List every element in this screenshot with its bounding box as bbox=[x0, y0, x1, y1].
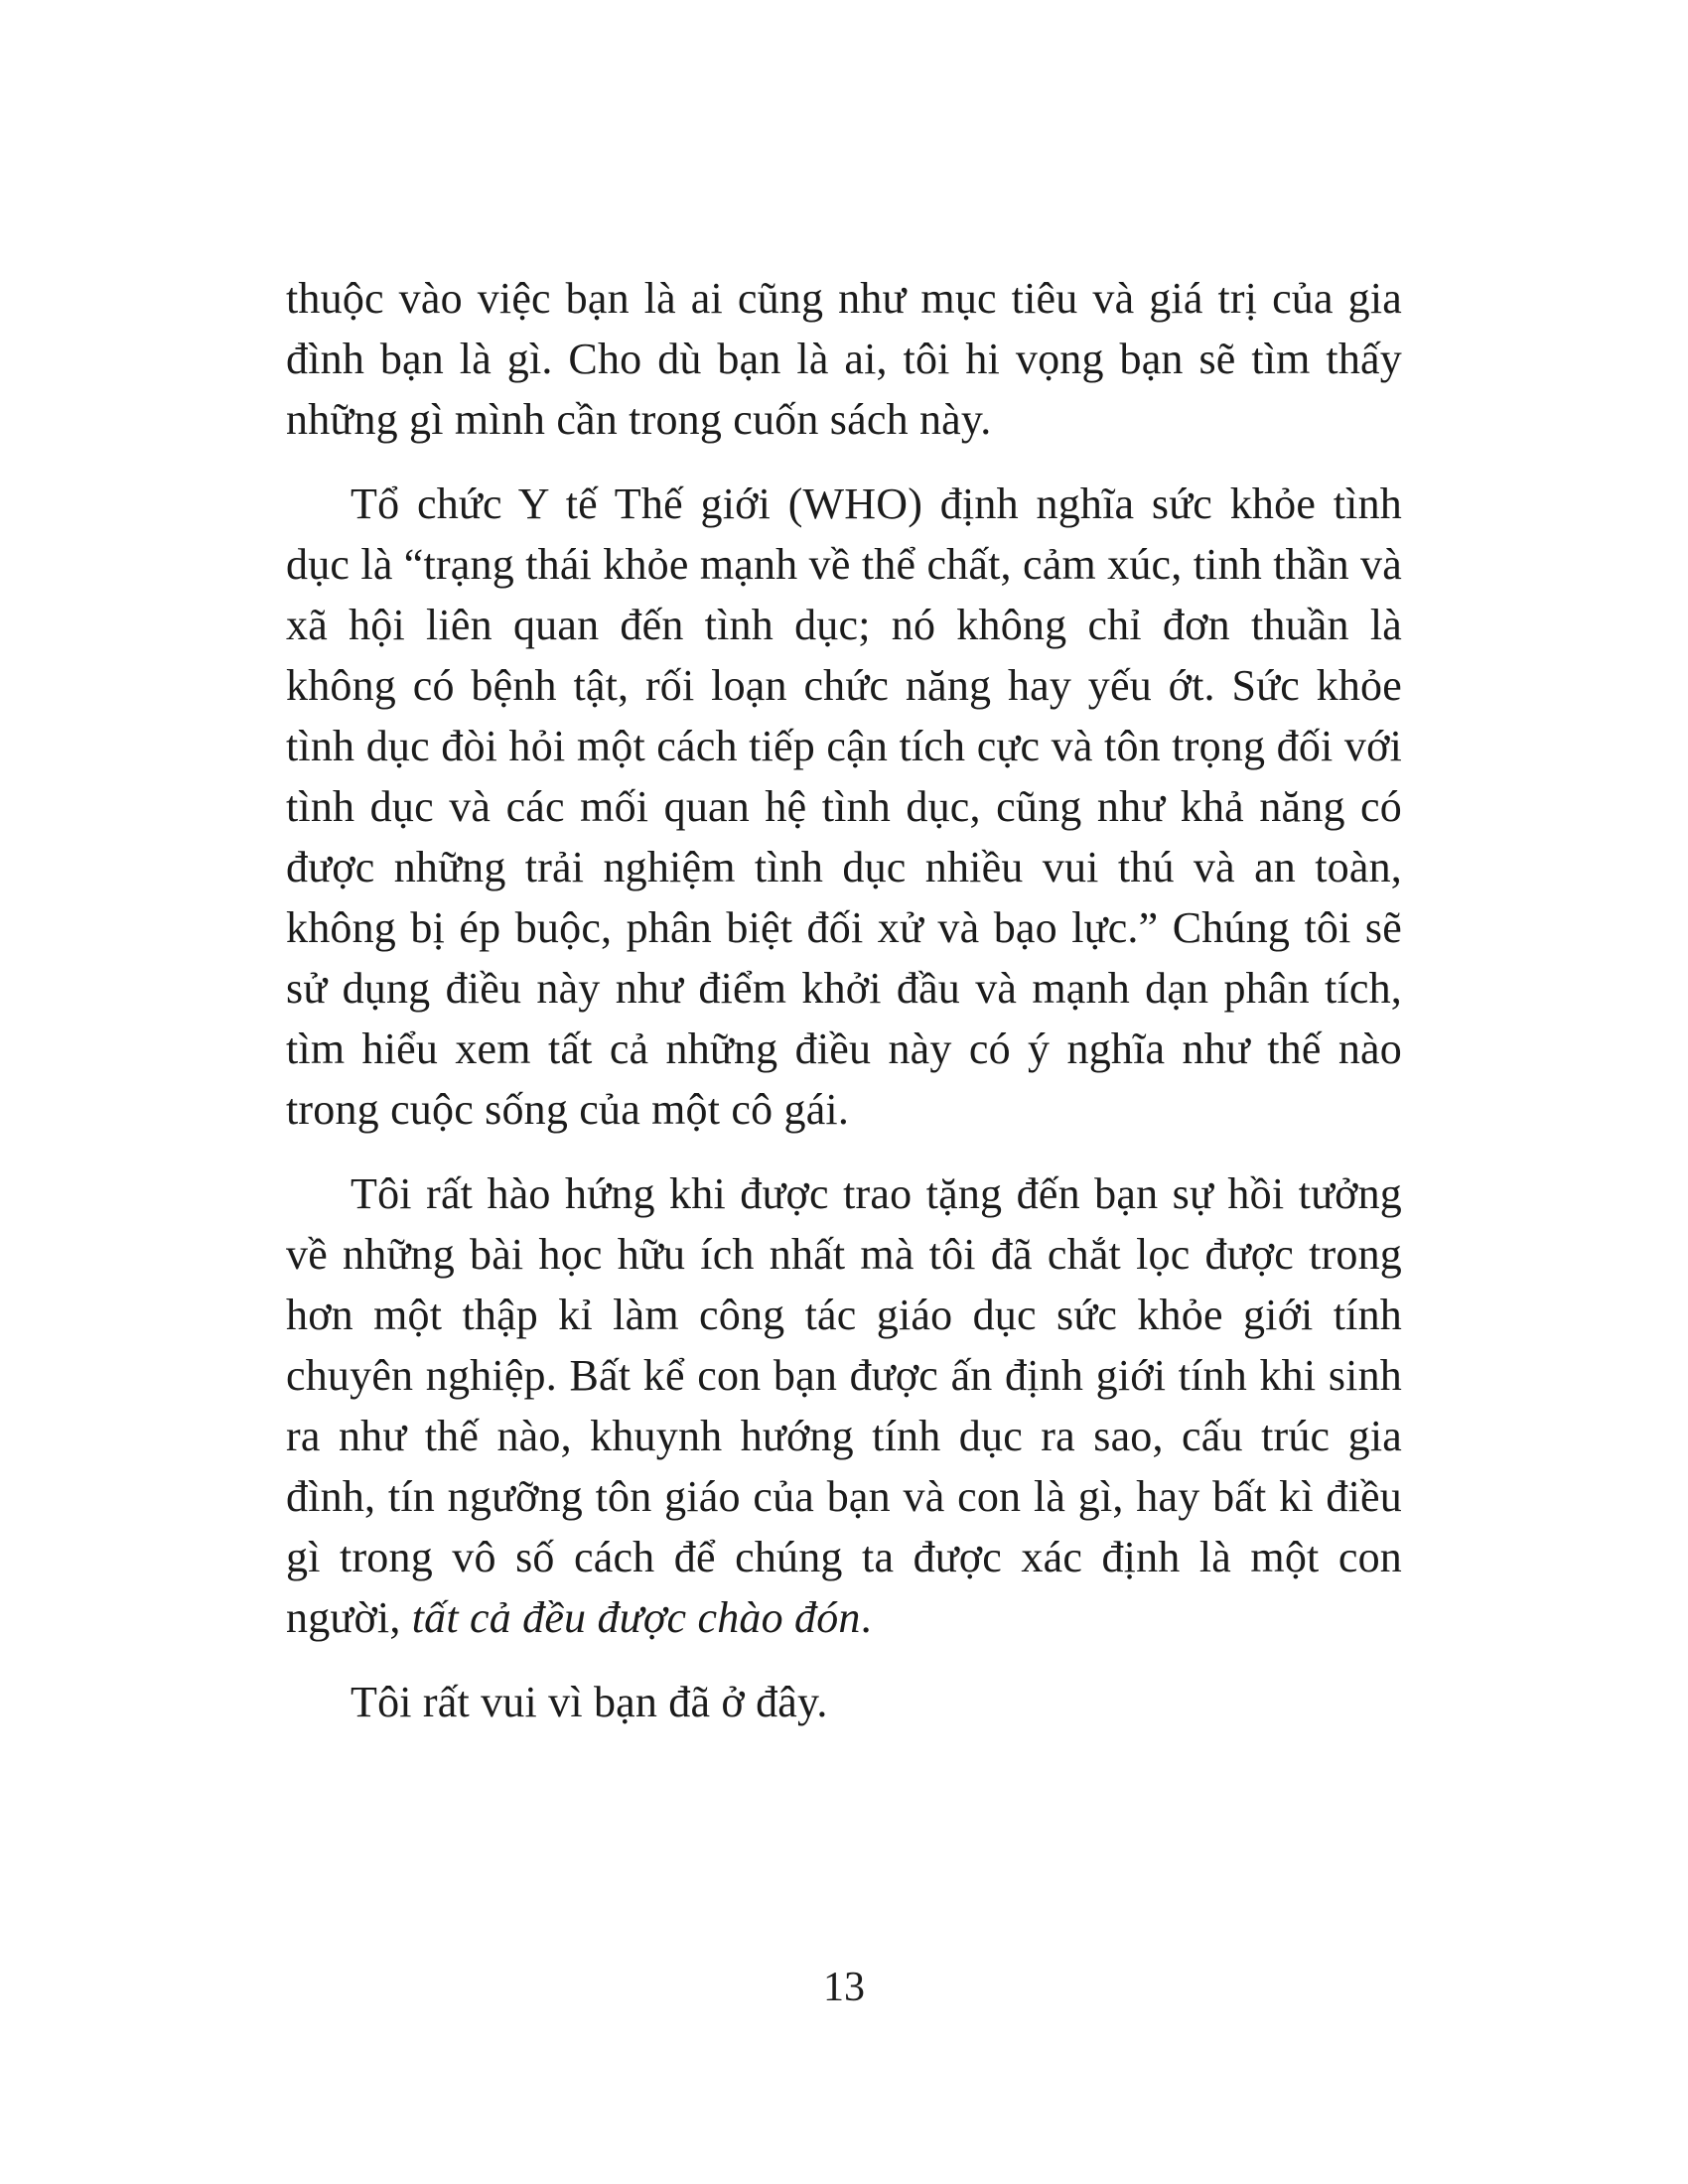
paragraph-continuation: thuộc vào việc bạn là ai cũng như mục tiêu và giá trị của gia đình bạn là gì. Cho dù bạn là ai, tôi hi vọng bạn sẽ tìm thấy những gì mình cần trong cuốn sách này. bbox=[286, 274, 1402, 444]
page-text-block bbox=[286, 268, 1402, 1756]
page-number: 13 bbox=[823, 1965, 865, 2010]
paragraph-closing: Tôi rất vui vì bạn đã ở đây. bbox=[351, 1678, 828, 1726]
paragraph-author-experience bbox=[286, 1163, 1402, 1648]
paragraph-who-definition: Tổ chức Y tế Thế giới (WHO) định nghĩa sức khỏe tình dục là “trạng thái khỏe mạnh về thể chất, cảm xúc, tinh thần và xã hội liên quan đến tình dục; nó không chỉ đơn thuần là không có bệnh tật, rối loạn chức năng hay yếu ớt. Sức khỏe tình dục đòi hỏi một cách tiếp cận tích cực và tôn trọng đối với tình dục và các mối quan hệ tình dục, cũng như khả năng có được những trải nghiệm tình dục nhiều vui thú và an toàn, không bị ép buộc, phân biệt đối xử và bạo lực.” Chúng tôi sẽ sử dụng điều này như điểm khởi đầu và mạnh dạn phân tích, tìm hiểu xem tất cả những điều này có ý nghĩa như thế nào trong cuộc sống của một cô gái. bbox=[286, 479, 1402, 1134]
paragraph-author-experience-text: Tôi rất hào hứng khi được trao tặng đến bạn sự hồi tưởng về những bài học hữu ích nhất mà tôi đã chắt lọc được trong hơn một thập kỉ làm công tác giáo dục sức khỏe giới tính chuyên nghiệp. Bất kể con bạn được ấn định giới tính khi sinh ra như thế nào, khuynh hướng tính dục ra sao, cấu trúc gia đình, tín ngưỡng tôn giáo của bạn và con là gì, hay bất kì điều gì trong vô số cách để chúng ta được xác định là một con người, bbox=[286, 1169, 1402, 1642]
italic-phrase: tất cả đều được chào đón bbox=[411, 1593, 861, 1642]
paragraph-author-experience-period: . bbox=[860, 1593, 872, 1642]
